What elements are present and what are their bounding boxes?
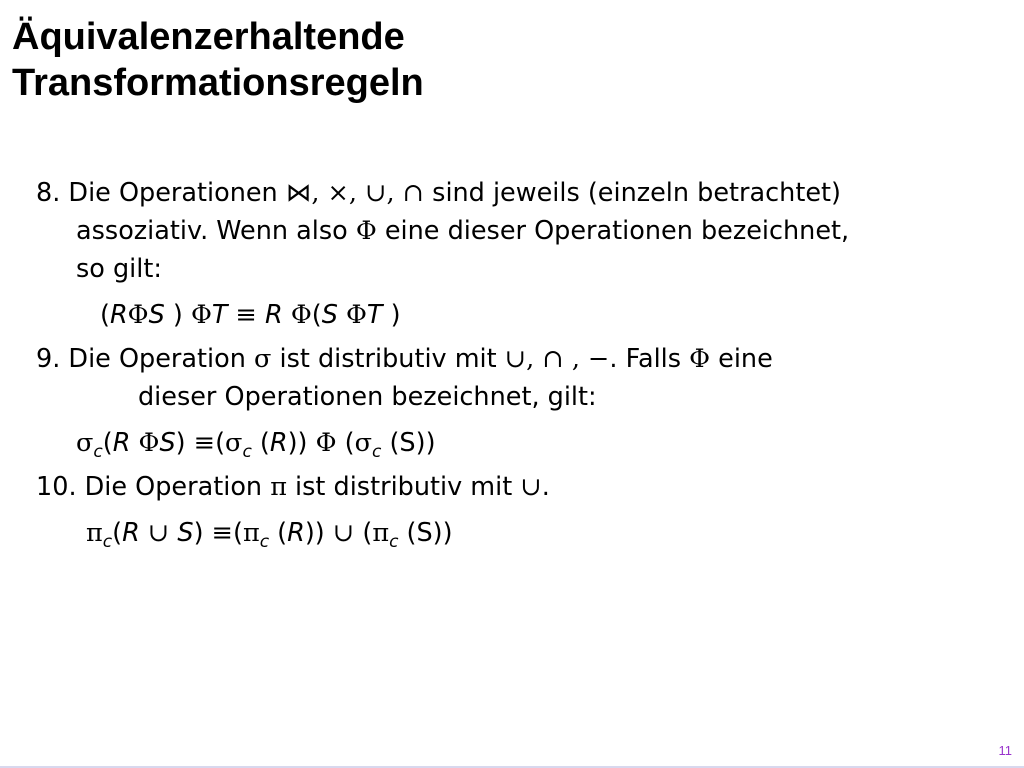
equivalence-symbol: ≡ xyxy=(211,518,233,548)
var-r: R xyxy=(122,518,140,548)
paren: ) xyxy=(164,300,191,330)
var-r: R xyxy=(287,518,305,548)
page-number: 11 xyxy=(998,743,1012,758)
var-r: R xyxy=(112,428,131,458)
paren: ) xyxy=(382,300,401,330)
var-s: S xyxy=(148,300,165,330)
subscript-c: c xyxy=(372,442,382,462)
phi-symbol: Φ xyxy=(689,344,711,374)
paren: ( xyxy=(102,428,113,458)
paren: ) xyxy=(193,518,212,548)
phi-symbol: Φ xyxy=(355,216,377,246)
sigma-symbol: σ xyxy=(225,428,243,458)
slide-title xyxy=(12,14,1012,106)
var-r: R xyxy=(109,300,128,330)
text: eine dieser Operationen bezeichnet, xyxy=(376,216,850,246)
text: eine xyxy=(710,344,773,374)
paren: ( xyxy=(251,428,270,458)
pi-symbol: π xyxy=(86,518,103,548)
rule-10-formula xyxy=(86,516,453,553)
var-s: S xyxy=(159,428,176,458)
paren: ( xyxy=(269,518,288,548)
equivalence-symbol: ≡ xyxy=(193,428,216,458)
rule-10-line-1 xyxy=(36,470,550,504)
paren: ( xyxy=(112,518,123,548)
phi-symbol: Φ xyxy=(190,300,212,330)
rule-8-line-3: so gilt: xyxy=(76,254,162,284)
rule-8-line-2 xyxy=(76,214,849,248)
paren: )) xyxy=(304,518,333,548)
var-r: R xyxy=(265,300,283,330)
operator-symbols: ∪, ∩ , − xyxy=(504,344,610,374)
text: 8. Die Operationen xyxy=(36,178,286,208)
paren: ( xyxy=(336,428,355,458)
subscript-c: c xyxy=(242,442,252,462)
text: sind jeweils (einzeln betrachtet) xyxy=(424,178,841,208)
union-symbol: ∪ xyxy=(332,518,355,548)
operator-symbols: ⋈, ×, ∪, ∩ xyxy=(285,178,425,208)
paren: ( xyxy=(354,518,373,548)
subscript-c: c xyxy=(93,442,103,462)
var-t: T xyxy=(211,300,228,330)
subscript-c: c xyxy=(389,532,399,552)
title-line-2: Transformationsregeln xyxy=(12,62,424,104)
paren: ( xyxy=(311,300,322,330)
subscript-c: c xyxy=(259,532,270,552)
paren: (S)) xyxy=(398,518,453,548)
var-s: S xyxy=(321,300,338,330)
paren: ) xyxy=(175,428,194,458)
sigma-symbol: σ xyxy=(253,344,272,374)
var-s: S xyxy=(177,518,194,548)
phi-symbol: Φ xyxy=(127,300,149,330)
sigma-symbol: σ xyxy=(76,428,94,458)
phi-symbol: Φ xyxy=(337,300,367,330)
text: . xyxy=(541,472,550,502)
text: 9. Die Operation xyxy=(36,344,254,374)
paren: ( xyxy=(233,518,243,548)
union-symbol: ∪ xyxy=(139,518,178,548)
paren: )) xyxy=(287,428,316,458)
text: 10. Die Operation xyxy=(36,472,271,502)
pi-symbol: π xyxy=(372,518,390,548)
equivalence-symbol: ≡ xyxy=(227,300,265,330)
title-line-1: Äquivalenzerhaltende xyxy=(12,16,405,58)
paren: ( xyxy=(100,300,110,330)
text: assoziativ. Wenn also xyxy=(76,216,356,246)
paren: (S)) xyxy=(381,428,436,458)
phi-symbol: Φ xyxy=(282,300,312,330)
var-r: R xyxy=(269,428,288,458)
sigma-symbol: σ xyxy=(354,428,373,458)
text: ist distributiv mit xyxy=(271,344,505,374)
pi-symbol: π xyxy=(242,518,260,548)
rule-9-line-1 xyxy=(36,342,773,376)
phi-symbol: Φ xyxy=(315,428,337,458)
text: ist distributiv mit xyxy=(286,472,521,502)
rule-8-formula xyxy=(100,298,401,332)
rule-9-line-2: dieser Operationen bezeichnet, gilt: xyxy=(138,382,597,412)
union-symbol: ∪ xyxy=(520,472,542,502)
paren: ( xyxy=(215,428,226,458)
var-t: T xyxy=(366,300,383,330)
phi-symbol: Φ xyxy=(130,428,160,458)
text: . Falls xyxy=(609,344,690,374)
pi-symbol: π xyxy=(270,472,287,502)
rule-9-formula xyxy=(76,426,436,463)
subscript-c: c xyxy=(102,532,113,552)
rule-8-line-1 xyxy=(36,176,841,210)
